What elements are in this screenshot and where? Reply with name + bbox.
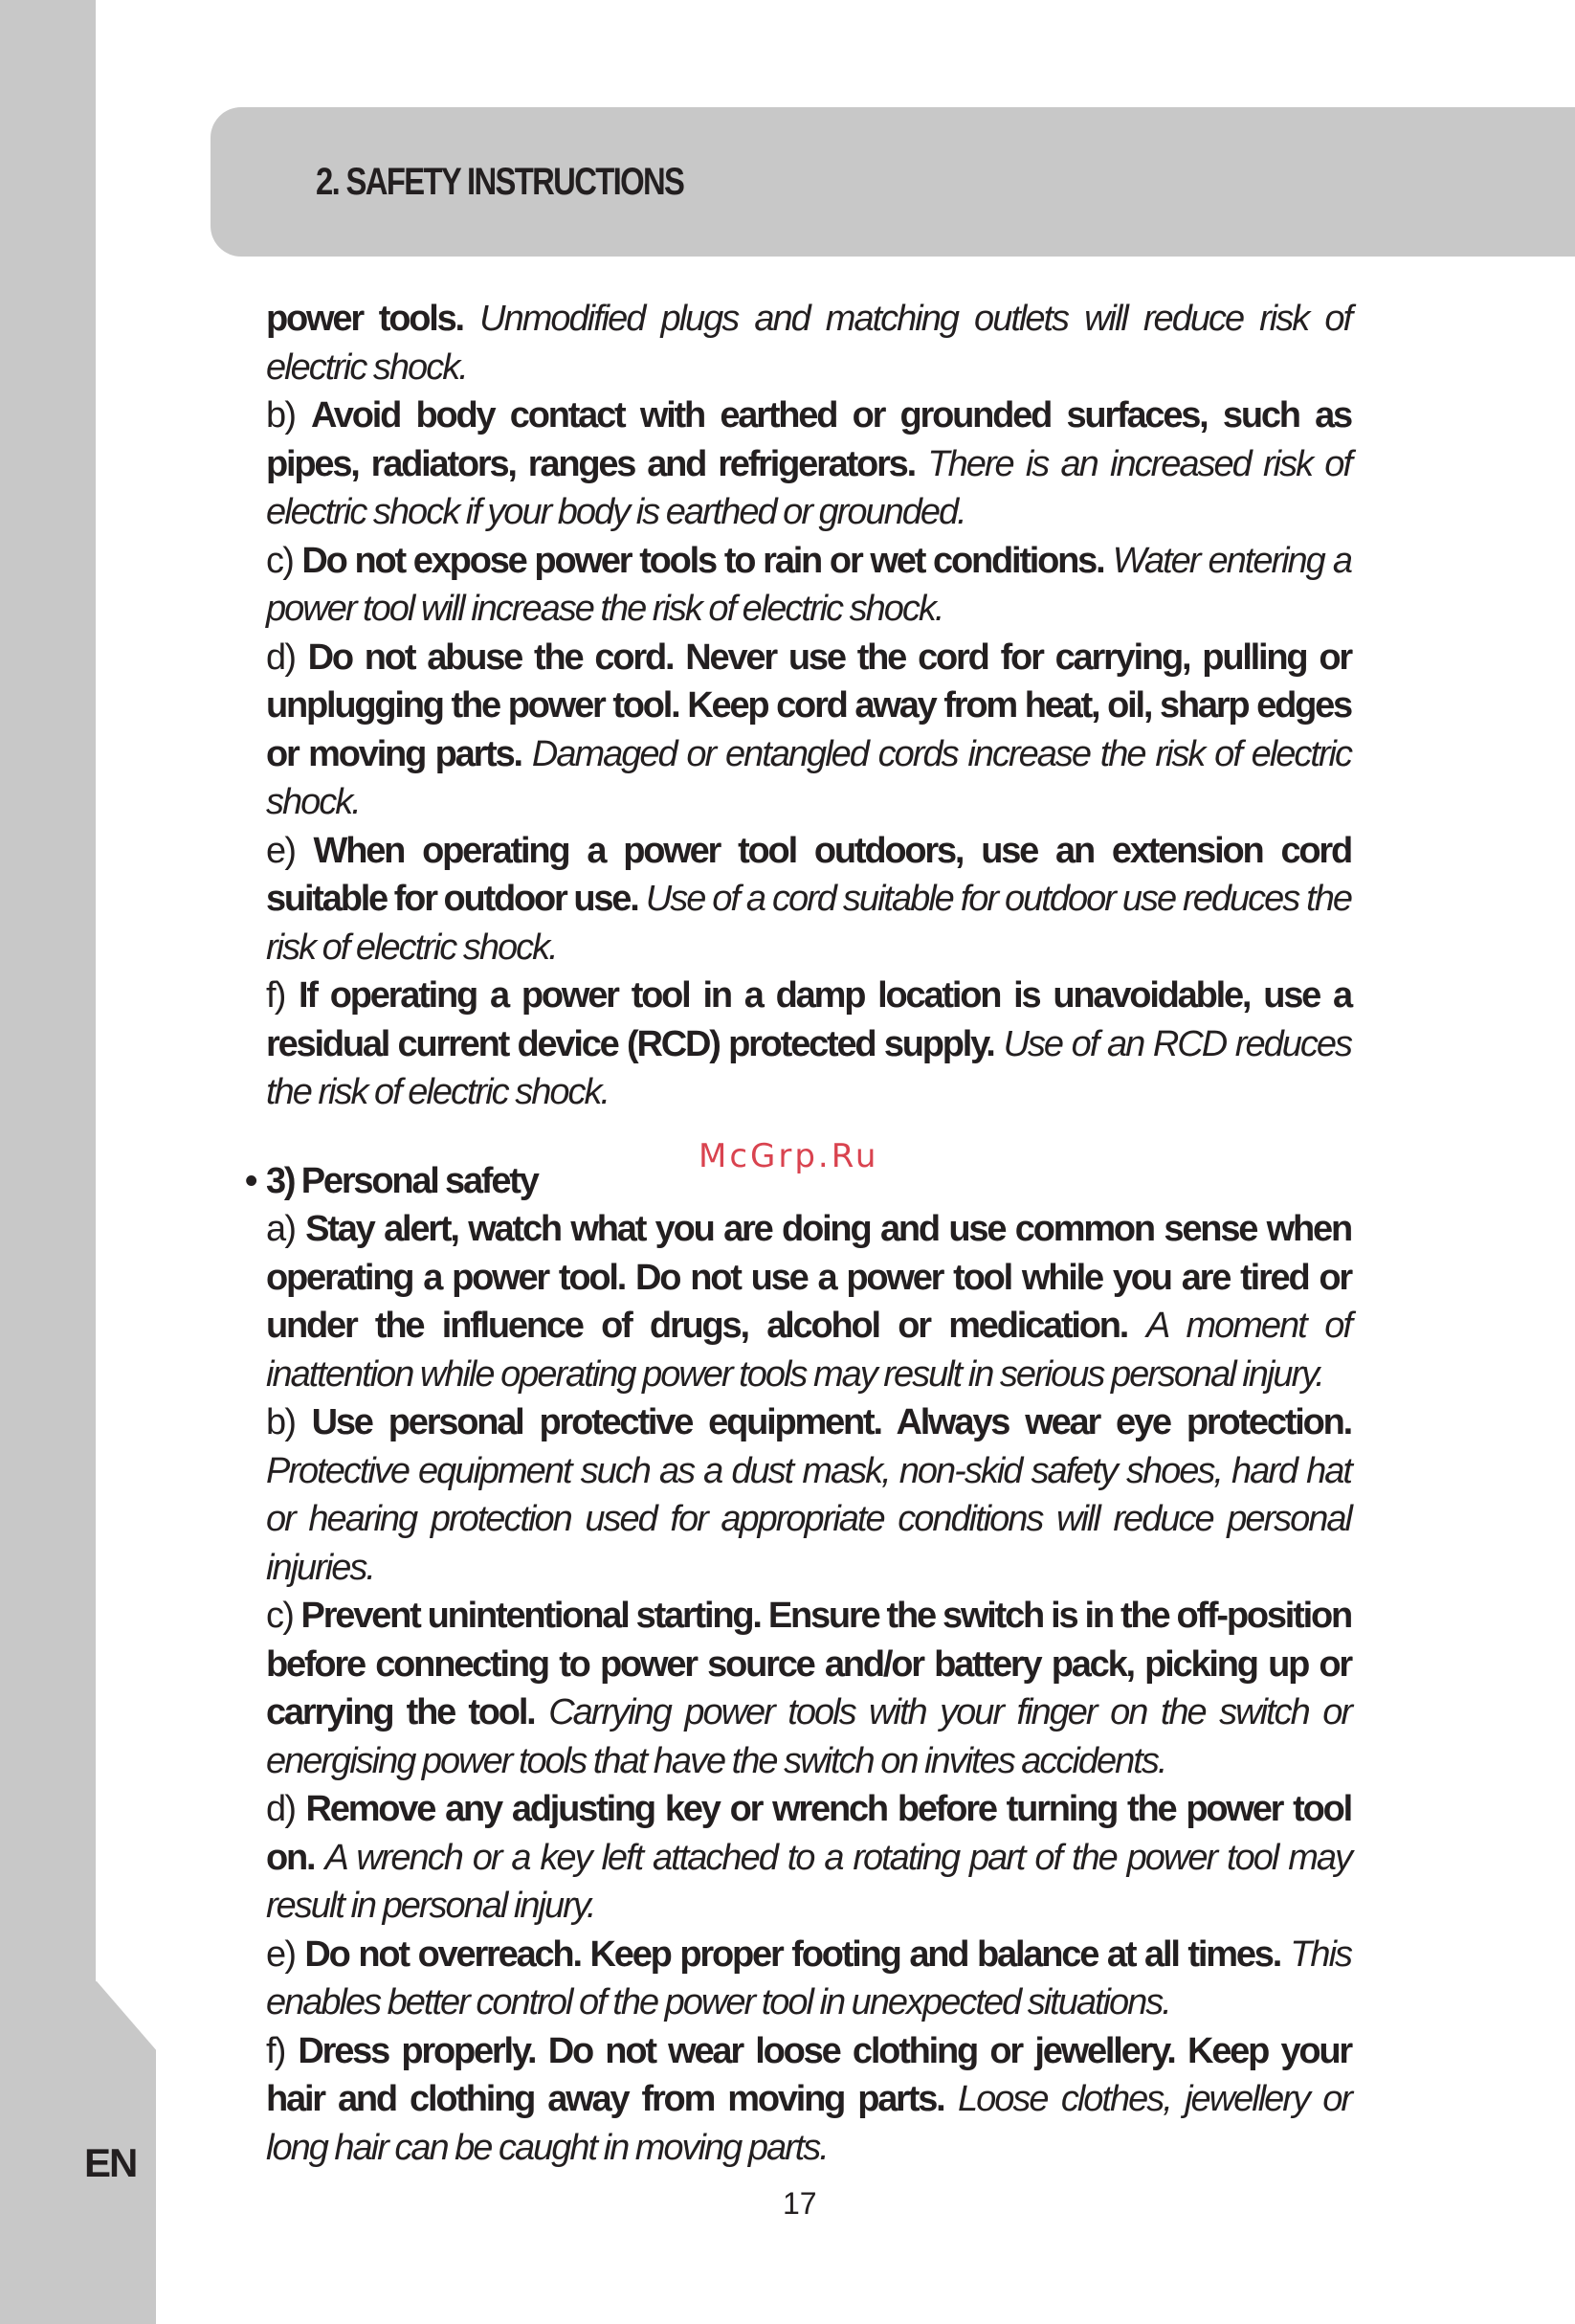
item-instruction: Do not abuse the cord. Never use the cord for carrying, pulling or unplugging the power tool. Keep cord away from heat, oil, sharp edges or moving parts. (266, 637, 1351, 774)
item-instruction: When operating a power tool outdoors, use an extension cord suitable for outdoor use. (266, 830, 1351, 919)
personal-item-b (266, 1398, 1351, 1592)
item-instruction: Do not overreach. Keep proper footing and balance at all times. (304, 1933, 1281, 1975)
item-instruction: Use personal protective equipment. Always wear eye protection. (311, 1402, 1351, 1442)
personal-item-e (266, 1931, 1351, 2027)
item-explanation: Loose clothes, jewellery or long hair can be caught in moving parts. (266, 2079, 1352, 2168)
item-letter: a) (266, 1209, 296, 1249)
left-margin-band (0, 0, 96, 2324)
item-instruction: Avoid body contact with earthed or grounded surfaces, such as pipes, radiators, ranges and refrigerators. (266, 395, 1351, 484)
electrical-item-d (266, 634, 1351, 827)
item-explanation: Use of a cord suitable for outdoor use reduces the risk of electric shock. (266, 879, 1351, 968)
item-letter: d) (266, 637, 296, 678)
item-explanation: Protective equipment such as a dust mask, non-skid safety shoes, hard hat or hearing protection used for appropriate conditions will reduce personal injuries. (266, 1450, 1351, 1588)
personal-item-d (266, 1785, 1351, 1931)
item-instruction: Do not expose power tools to rain or wet conditions. (301, 540, 1104, 581)
item-explanation: A moment of inattention while operating power tools may result in serious personal injury. (266, 1306, 1351, 1395)
item-instruction: Prevent unintentional starting. Ensure the switch is in the off-position before connecting to power source and/or battery pack, picking up or carrying the tool. (266, 1596, 1351, 1732)
item-letter: b) (266, 1402, 296, 1442)
bullet-icon: • (245, 1160, 256, 1201)
item-instruction: Remove any adjusting key or wrench before turning the power tool on. (266, 1789, 1351, 1878)
section-heading-text: 3) Personal safety (266, 1160, 538, 1201)
continued-italic-text: Unmodified plugs and matching outlets will reduce risk of electric shock. (266, 299, 1352, 388)
electrical-item-f (266, 972, 1351, 1117)
continued-paragraph (266, 295, 1351, 391)
personal-item-f (266, 2027, 1351, 2173)
item-explanation: Damaged or entangled cords increase the risk of electric shock. (266, 733, 1351, 822)
item-letter: e) (266, 1933, 296, 1975)
language-label: EN (84, 2140, 137, 2185)
item-instruction: Dress properly. Do not wear loose clothing or jewellery. Keep your hair and clothing away from moving parts. (266, 2030, 1352, 2119)
item-explanation: This enables better control of the power tool in unexpected situations. (266, 1933, 1352, 2022)
personal-item-c (266, 1592, 1351, 1785)
page-number: 17 (783, 2186, 817, 2221)
electrical-item-e (266, 827, 1351, 972)
item-instruction: Stay alert, watch what you are doing and use common sense when operating a power tool. Do not use a power tool while you are tired or under the influence of drugs, alcohol or medication. (266, 1209, 1351, 1346)
electrical-item-b (266, 391, 1351, 537)
item-explanation: There is an increased risk of electric shock if your body is earthed or grounded. (266, 443, 1351, 532)
item-letter: d) (266, 1789, 296, 1829)
item-letter: c) (266, 1596, 294, 1636)
item-letter: e) (266, 830, 296, 871)
item-explanation: Carrying power tools with your finger on the switch or energising power tools that have the switch on invites accidents. (266, 1692, 1352, 1781)
item-letter: c) (266, 540, 294, 581)
item-explanation: A wrench or a key left attached to a rotating part of the power tool may result in personal injury. (266, 1837, 1352, 1926)
item-letter: f) (266, 975, 285, 1016)
item-letter: f) (266, 2030, 285, 2071)
instructions-body (245, 295, 1352, 2172)
item-explanation: Water entering a power tool will increase the risk of electric shock. (266, 540, 1352, 629)
personal-item-a (266, 1205, 1351, 1398)
electrical-item-c (266, 537, 1351, 634)
item-explanation: Use of an RCD reduces the risk of electric shock. (266, 1023, 1351, 1112)
page-title: 2. SAFETY INSTRUCTIONS (316, 161, 684, 203)
watermark: McGrp.Ru (699, 1137, 879, 1175)
item-instruction: If operating a power tool in a damp location is unavoidable, use a residual current device (RCD) protected supply. (266, 975, 1351, 1064)
continued-bold-text: power tools. (266, 299, 463, 339)
item-letter: b) (266, 395, 296, 436)
